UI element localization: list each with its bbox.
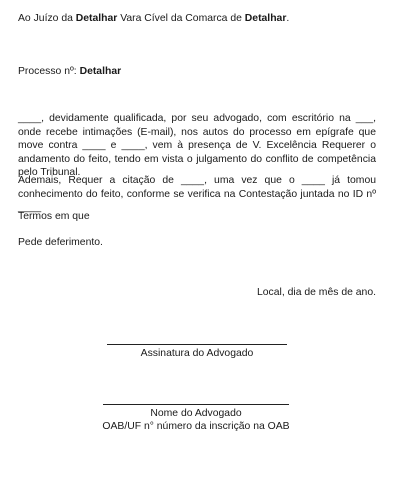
header-placeholder-comarca: Detalhar [244,13,287,24]
process-number [18,65,121,79]
court-header [18,12,289,26]
header-middle: Vara Cível da Comarca de [117,13,245,24]
body-paragraph-2: Ademais, Requer a citação de ____, uma vez que o ____ já tomou conhecimento do feito, conforme se verifica na Contestação juntada no ID nº ____ [18,175,376,213]
body-paragraph-1: ____, devidamente qualificada, por seu advogado, com escritório na ___, onde recebe intimações (E-mail), nos autos do processo em epígrafe que move contra ____ e ____, vem à presença de V. Excelência Requerer o andamento do feito, tendo em vista o julgamento do conflito de competência pelo Tribunal. [18,113,376,178]
signature-line-2 [103,404,289,405]
header-prefix: Ao Juízo da [18,13,76,24]
place-date: Local, dia de mês de ano. [257,287,376,298]
signature-line-1 [107,344,287,345]
process-label: Processo nº: [18,66,80,77]
closing-request: Pede deferimento. [18,237,103,248]
lawyer-oab: OAB/UF n° número da inscrição na OAB [102,421,290,432]
process-value: Detalhar [79,66,122,77]
signature-caption: Assinatura do Advogado [140,348,254,359]
header-placeholder-vara: Detalhar [75,13,118,24]
header-suffix: . [286,13,290,24]
lawyer-name: Nome do Advogado [150,408,242,419]
closing-terms: Termos em que [18,211,90,222]
